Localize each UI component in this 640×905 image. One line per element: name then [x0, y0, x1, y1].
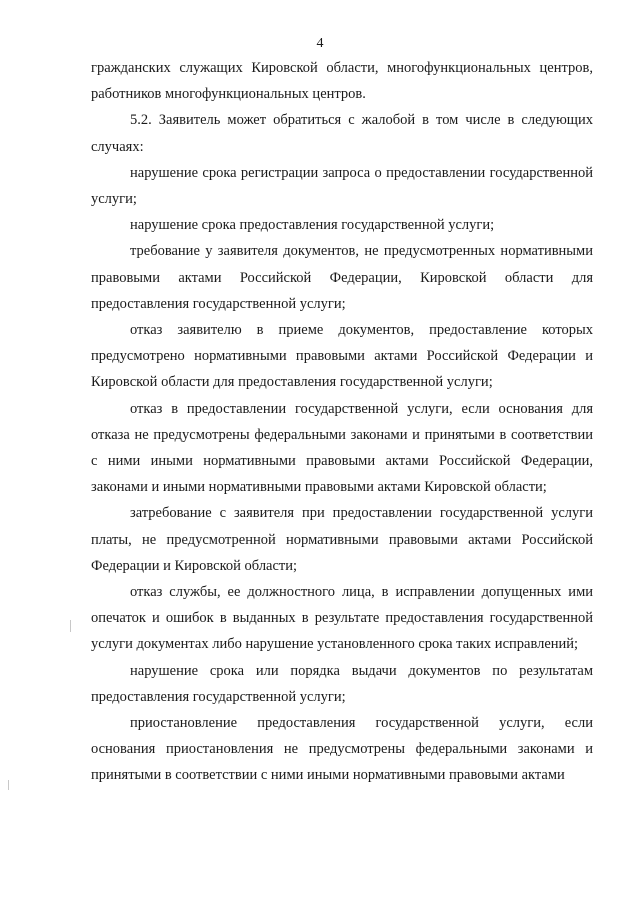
list-item-payment-demand: затребование с заявителя при предоставлении государственной услуги платы, не предусмотренной нормативными правовыми актами Российской Федерации и Кировской области; — [91, 505, 593, 574]
list-item-correction-refusal: отказ службы, ее должностного лица, в исправлении допущенных ими опечаток и ошибок в выданных в результате предоставления государственной услуги документах либо нарушение установленного срока таких исправлений; — [91, 584, 593, 653]
paragraph-continuation: гражданских служащих Кировской области, многофункциональных центров, работников многофункциональных центров. — [91, 60, 593, 103]
page-number: 4 — [316, 36, 324, 51]
list-item-document-refusal: отказ заявителю в приеме документов, предоставление которых предусмотрено нормативными правовыми актами Российской Федерации и Кировской области для предоставления государственной услуги; — [91, 322, 593, 391]
list-item-suspension: приостановление предоставления государственной услуги, если основания приостановления не предусмотрены федеральными законами и принятыми в соответствии с ними иными нормативными правовыми актами — [91, 715, 593, 784]
scan-artifact — [8, 780, 9, 790]
list-item-registration-deadline: нарушение срока регистрации запроса о предоставлении государственной услуги; — [91, 164, 593, 208]
paragraph-section-5-2: 5.2. Заявитель может обратиться с жалобой в том числе в следующих случаях: — [91, 112, 593, 155]
list-item-documents-requirement: требование у заявителя документов, не предусмотренных нормативными правовыми актами Российской Федерации, Кировской области для предоставления государственной услуги; — [91, 243, 593, 312]
scan-artifact — [70, 620, 71, 632]
list-item-service-refusal: отказ в предоставлении государственной услуги, если основания для отказа не предусмотрены федеральными законами и принятыми в соответствии с ними иными нормативными правовыми актами Российской Федерации, законами и иными нормативными правовыми актами Кировской области; — [91, 400, 593, 496]
document-body — [91, 55, 593, 788]
list-item-issuance-violation: нарушение срока или порядка выдачи документов по результатам предоставления государственной услуги; — [91, 662, 593, 705]
list-item-service-deadline: нарушение срока предоставления государственной услуги; — [130, 217, 495, 234]
